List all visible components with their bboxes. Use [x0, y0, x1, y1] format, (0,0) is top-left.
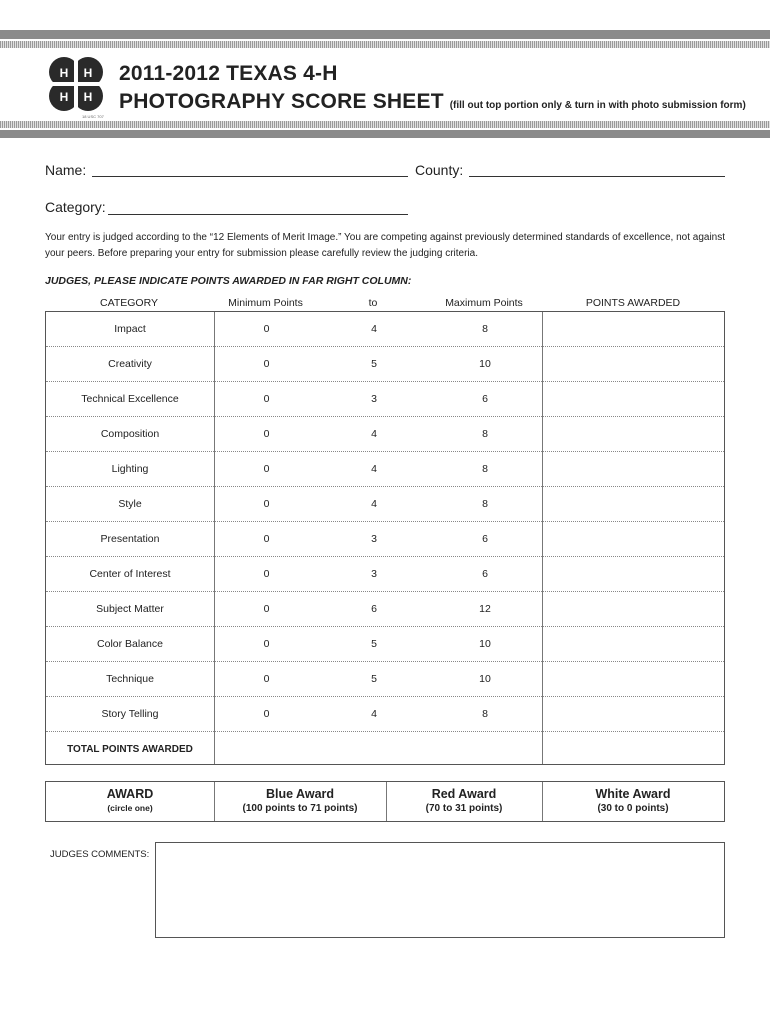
points-awarded-input[interactable] — [543, 592, 725, 627]
award-option-white[interactable] — [542, 782, 724, 821]
row-category: Color Balance — [97, 638, 163, 650]
row-max: 8 — [482, 428, 488, 440]
points-awarded-input[interactable] — [543, 627, 725, 662]
lower-band — [0, 130, 770, 138]
svg-text:H: H — [83, 66, 93, 80]
points-awarded-input[interactable] — [543, 487, 725, 522]
award-option-red[interactable] — [386, 782, 542, 821]
row-max: 10 — [479, 638, 491, 650]
title-line-1: 2011-2012 TEXAS 4-H — [119, 62, 338, 85]
lower-hatch-band — [0, 121, 770, 128]
row-category: Style — [118, 498, 142, 510]
total-points-input[interactable] — [543, 732, 725, 767]
row-category: Lighting — [111, 463, 149, 475]
row-min: 0 — [263, 673, 270, 685]
award-sublabel: (circle one) — [107, 803, 153, 813]
row-mid: 4 — [371, 323, 377, 335]
award-label-cell — [46, 782, 214, 821]
row-mid: 4 — [371, 463, 377, 475]
name-field[interactable] — [92, 176, 408, 177]
award-option-name: White Award — [595, 787, 671, 801]
points-awarded-input[interactable] — [543, 417, 725, 452]
points-awarded-input[interactable] — [543, 557, 725, 592]
logo-mark: 18 USC 707 — [82, 114, 104, 119]
row-category: Technical Excellence — [81, 393, 179, 405]
table-row — [46, 452, 724, 487]
points-awarded-input[interactable] — [543, 347, 725, 382]
row-mid: 5 — [371, 638, 377, 650]
row-max: 12 — [479, 603, 491, 615]
table-row — [46, 557, 724, 592]
title-note: (fill out top portion only & turn in with photo submission form) — [449, 100, 746, 111]
row-category: Creativity — [108, 358, 152, 370]
row-category: Story Telling — [101, 708, 159, 720]
row-mid: 3 — [371, 568, 377, 580]
award-label: AWARD — [106, 787, 154, 801]
row-mid: 3 — [371, 533, 377, 545]
row-min: 0 — [263, 463, 270, 475]
table-row — [46, 592, 724, 627]
points-awarded-input[interactable] — [543, 697, 725, 732]
row-max: 6 — [482, 533, 488, 545]
table-row — [46, 522, 724, 557]
row-max: 8 — [482, 323, 488, 335]
top-band — [0, 30, 770, 39]
table-row — [46, 487, 724, 522]
svg-text:H: H — [59, 66, 69, 80]
intro-paragraph: Your entry is judged according to the “12 Elements of Merit Image.” You are competing against previously determined standards of excellence, not against your peers. Before preparing your entry for submission please carefully review the judging criteria. — [45, 232, 726, 259]
row-mid: 6 — [371, 603, 377, 615]
row-max: 10 — [479, 673, 491, 685]
row-min: 0 — [263, 393, 270, 405]
county-field[interactable] — [469, 176, 725, 177]
table-row — [46, 312, 724, 347]
table-row — [46, 697, 724, 732]
header-category: CATEGORY — [100, 297, 158, 309]
row-min: 0 — [263, 323, 270, 335]
row-category: Presentation — [100, 533, 160, 545]
svg-text:H: H — [83, 90, 93, 104]
table-row — [46, 662, 724, 697]
svg-text:H: H — [59, 90, 69, 104]
points-awarded-input[interactable] — [543, 312, 725, 347]
row-mid: 4 — [371, 428, 377, 440]
award-option-blue[interactable] — [214, 782, 386, 821]
header-maximum: Maximum Points — [445, 297, 523, 309]
table-row — [46, 627, 724, 662]
judges-instruction: JUDGES, PLEASE INDICATE POINTS AWARDED IN FAR RIGHT COLUMN: — [45, 275, 412, 287]
judges-comments-label: JUDGES COMMENTS: — [50, 849, 150, 860]
award-option-range: (70 to 31 points) — [425, 803, 503, 814]
row-max: 8 — [482, 498, 488, 510]
row-category: Impact — [114, 323, 146, 335]
total-points-label: TOTAL POINTS AWARDED — [67, 744, 193, 755]
row-min: 0 — [263, 603, 270, 615]
row-min: 0 — [263, 358, 270, 370]
row-min: 0 — [263, 708, 270, 720]
table-row — [46, 417, 724, 452]
category-label: Category: — [45, 199, 106, 215]
row-mid: 4 — [371, 498, 377, 510]
row-max: 6 — [482, 568, 488, 580]
points-awarded-input[interactable] — [543, 452, 725, 487]
points-awarded-input[interactable] — [543, 522, 725, 557]
judges-comments-field[interactable] — [155, 842, 725, 938]
award-option-range: (30 to 0 points) — [597, 803, 669, 814]
row-mid: 4 — [371, 708, 377, 720]
category-field[interactable] — [108, 214, 408, 215]
row-category: Center of Interest — [89, 568, 171, 580]
table-row — [46, 347, 724, 382]
row-max: 8 — [482, 463, 488, 475]
title-line-2 — [119, 90, 746, 114]
row-min: 0 — [263, 568, 270, 580]
row-category: Technique — [106, 673, 154, 685]
header-minimum: Minimum Points — [228, 297, 303, 309]
row-min: 0 — [263, 428, 270, 440]
county-label: County: — [415, 162, 464, 178]
name-label: Name: — [45, 162, 87, 178]
row-category: Subject Matter — [96, 603, 164, 615]
row-mid: 3 — [371, 393, 377, 405]
award-option-range: (100 points to 71 points) — [242, 803, 358, 814]
total-row — [46, 732, 724, 767]
award-option-name: Red Award — [431, 787, 497, 801]
row-min: 0 — [263, 533, 270, 545]
score-table — [45, 311, 725, 765]
points-awarded-input[interactable] — [543, 662, 725, 697]
row-max: 8 — [482, 708, 488, 720]
header-to: to — [368, 297, 378, 309]
award-option-name: Blue Award — [265, 787, 335, 801]
row-min: 0 — [263, 638, 270, 650]
header-points-awarded: POINTS AWARDED — [585, 297, 681, 309]
award-box — [45, 781, 725, 822]
row-mid: 5 — [371, 673, 377, 685]
table-row — [46, 382, 724, 417]
top-hatch-band — [0, 41, 770, 48]
row-min: 0 — [263, 498, 270, 510]
row-max: 6 — [482, 393, 488, 405]
four-h-clover-logo — [44, 52, 108, 116]
row-category: Composition — [100, 428, 160, 440]
row-max: 10 — [479, 358, 491, 370]
row-mid: 5 — [371, 358, 377, 370]
points-awarded-input[interactable] — [543, 382, 725, 417]
title-line-2-text: PHOTOGRAPHY SCORE SHEET — [119, 90, 444, 113]
